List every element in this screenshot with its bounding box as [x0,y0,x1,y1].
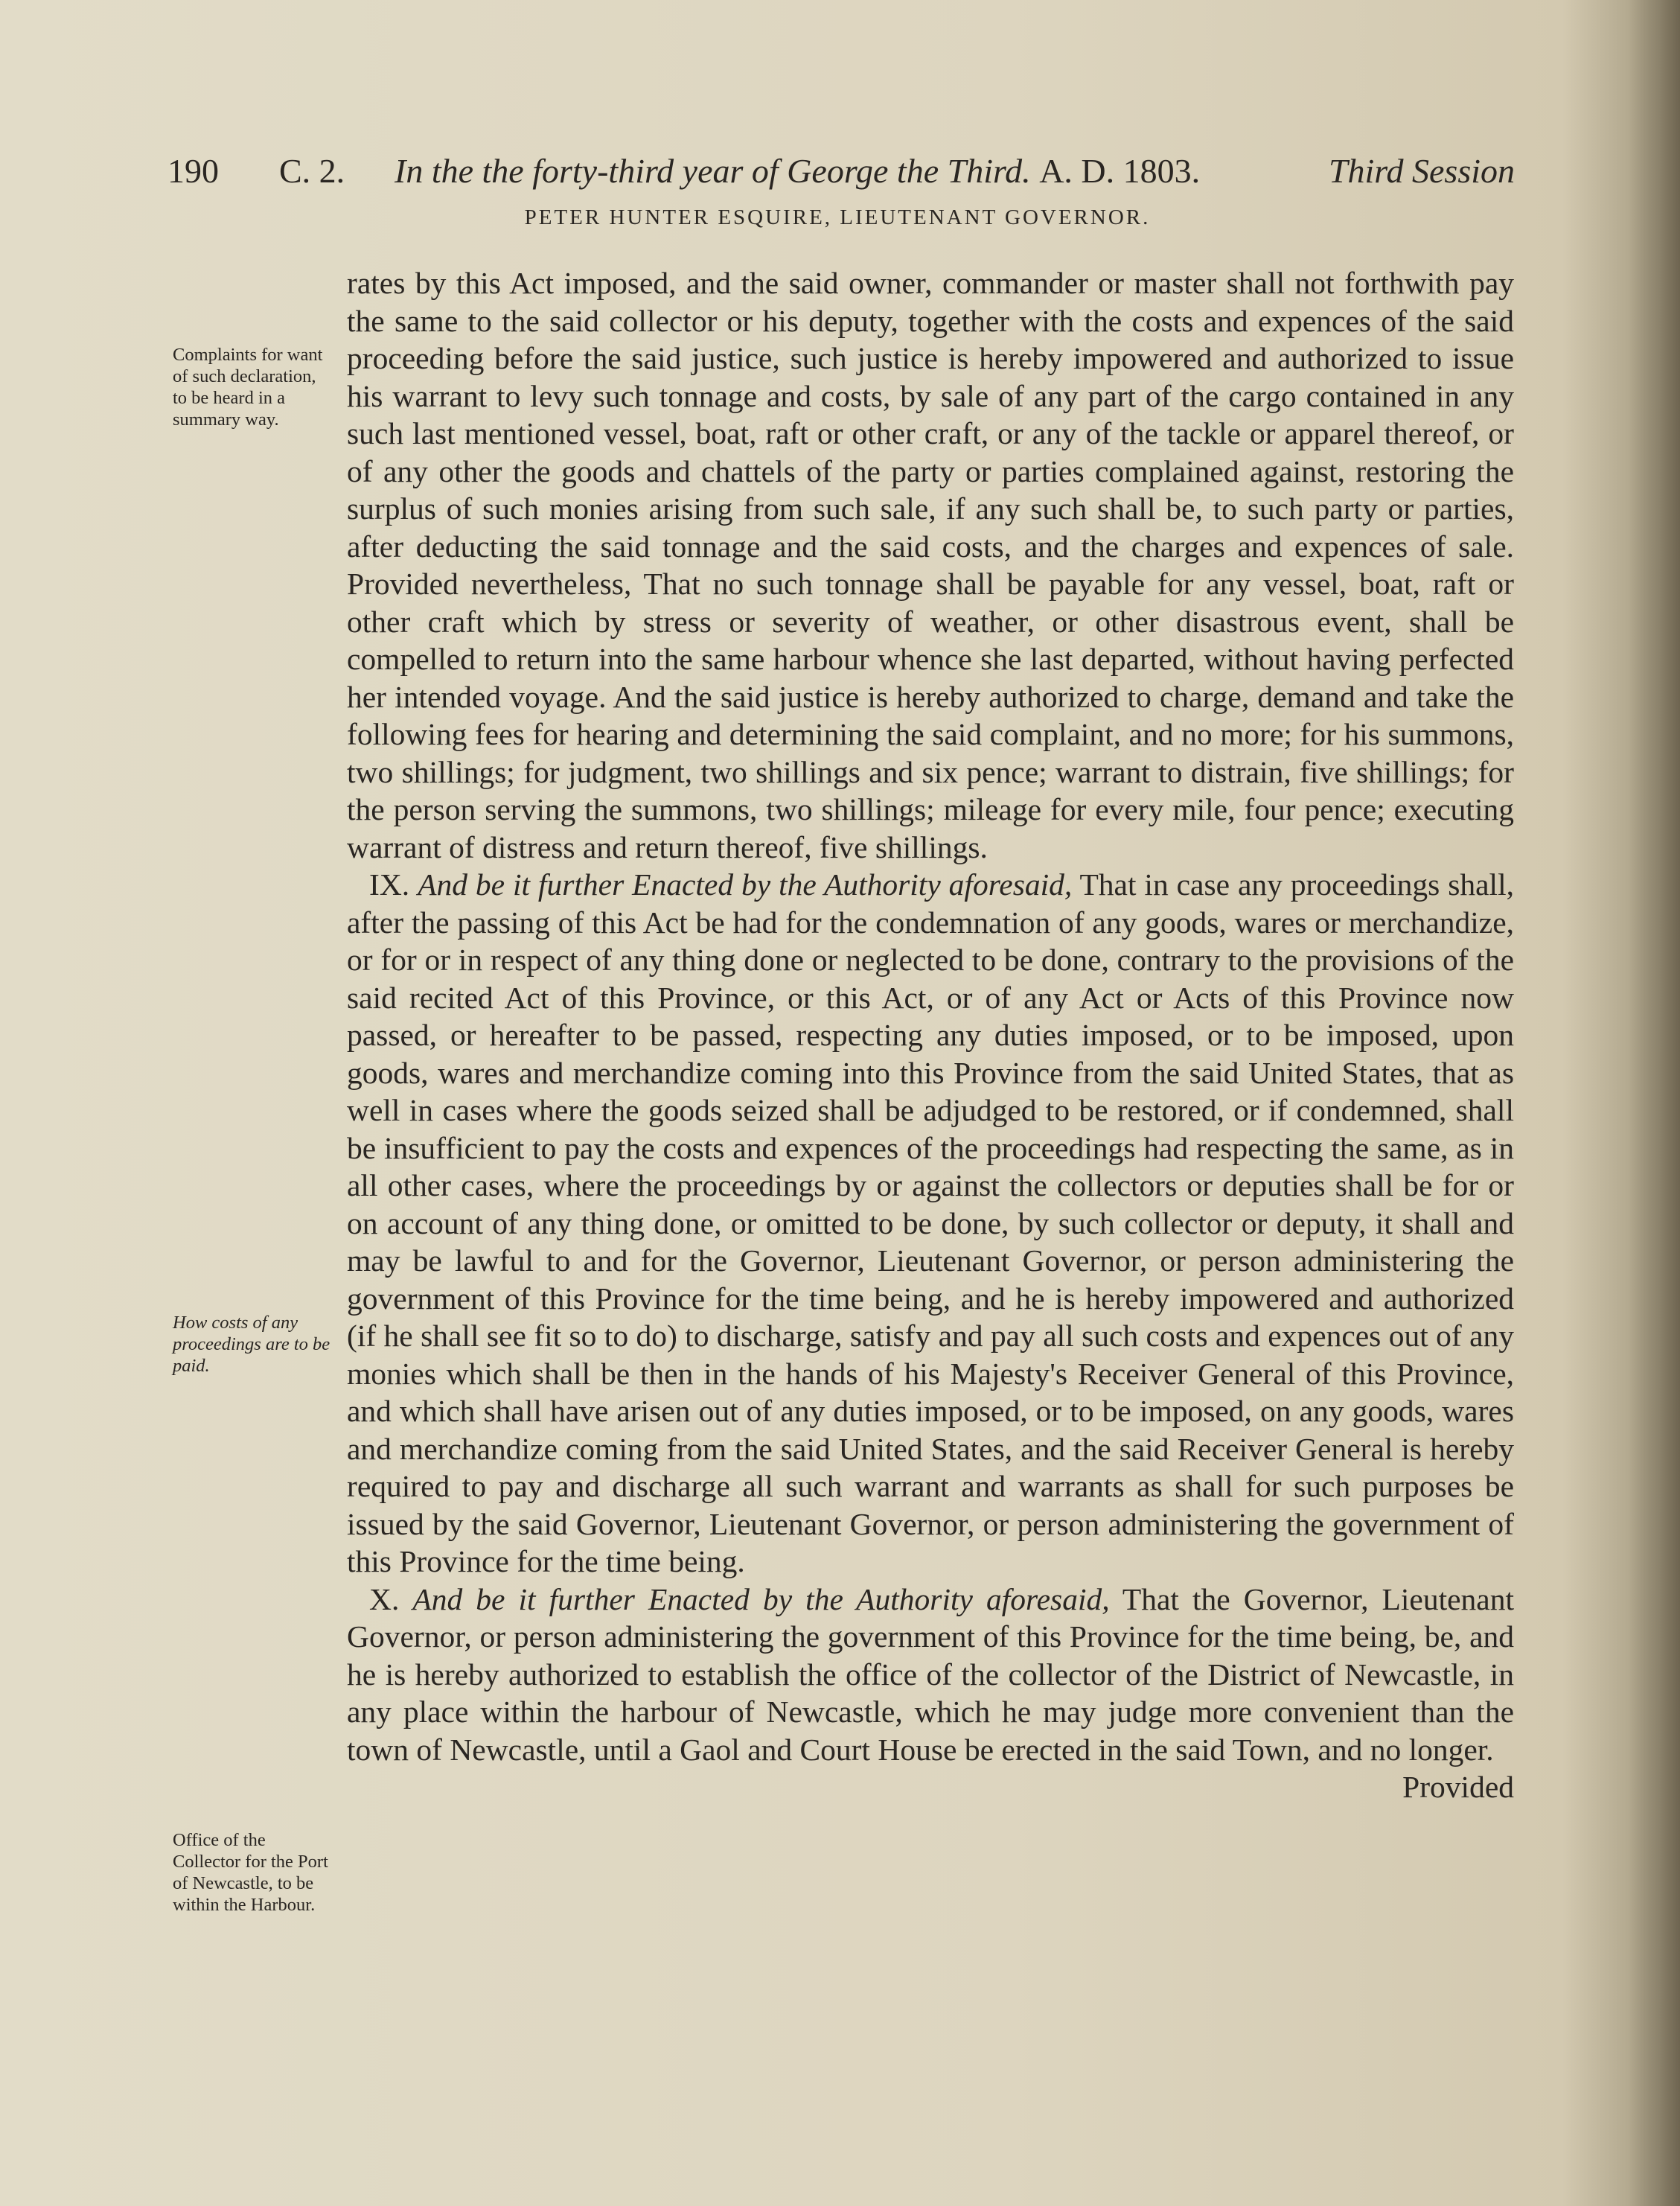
running-head [160,145,1515,197]
catchword: Provided [1402,1770,1514,1804]
margin-note-costs: How costs of any proceedings are to be paid. [173,1313,330,1376]
section-ix-numeral: IX. [369,867,410,902]
margin-note-complaints: Complaints for want of such declaration, to be heard in a summary way. [173,345,323,430]
continuation-paragraph: rates by this Act imposed, and the said owner, commander or master shall not forthwith pay the same to the said collector or his deputy, together with the costs and expences of the said proceeding before the said justice, such justice is hereby impowered and authorized to issue his warrant to levy such tonnage and costs, by sale of any part of the cargo contained in any such last mentioned vessel, boat, raft or other craft, or any of the tackle or apparel thereof, or of any other the goods and chattels of the party or parties complained against, restoring the surplus of such monies arising from such sale, if any such shall be, to such party or parties, after deducting the said tonnage and the said costs, and the charges and expences of sale. Provided nevertheless, That no such tonnage shall be payable for any vessel, boat, raft or other craft which by stress or severity of weather, or other disastrous event, shall be compelled to return into the same harbour whence she last departed, without having perfected her intended voyage. And the said justice is hereby authorized to charge, demand and take the following fees for hearing and determining the said complaint, and no more; for his summons, two shillings; for judgment, two shillings and six pence; warrant to distrain, five shillings; for the person serving the summons, two shillings; mileage for every mile, four pence; executing warrant of distress and return thereof, five shillings. [347,266,1514,864]
section-ix-text: That in case any proceedings shall, after the passing of this Act be had for the condemnation of any goods, wares or merchandize, or for or in respect of any thing done or neglected to be done, contrary to the provisions of the said recited Act of this Province, or this Act, or of any Act or Acts of this Province now passed, or hereafter to be passed, respecting any duties imposed, or to be imposed, upon goods, wares and merchandize coming into this Province from the said United States, that as well in cases where the goods seized shall be adjudged to be restored, or if condemned, shall be insufficient to pay the costs and expences of the proceedings had respecting the same, as in all other cases, where the proceedings by or against the collectors or deputies shall be for or on account of any thing done, or omitted to be done, by such collector or deputy, it shall and may be lawful to and for the Governor, Lieutenant Governor, or person administering the government of this Province for the time being, and he is hereby impowered and authorized (if he shall see fit so to do) to discharge, satisfy and pay all such costs and expences out of any monies which shall be then in the hands of his Majesty's Receiver General of this Province, and which shall have arisen out of any duties imposed, or to be imposed, on any goods, wares and merchandize coming from the said United States, and the said Receiver General is hereby required to pay and discharge all such warrant and warrants as shall for such purposes be issued by the said Governor, Lieutenant Governor, or person administering the government of this Province for the time being. [347,867,1514,1578]
page-edge-shadow [1628,0,1680,2206]
section-x-enacting-clause: And be it further Enacted by the Authority aforesaid, [412,1581,1110,1616]
section-ix-paragraph [347,866,1514,1581]
governor-subheading: PETER HUNTER ESQUIRE, LIEUTENANT GOVERNOR. [524,205,1151,229]
section-ix-enacting-clause: And be it further Enacted by the Authority aforesaid, [418,867,1073,902]
chapter-number: C. 2. [279,152,345,190]
section-x-paragraph [347,1581,1514,1769]
reign-title: In the the forty-third year of George the Third. [395,152,1031,190]
section-x-text: That the Governor, Lieutenant Governor, or person administering the government of this Province for the time being, be, and he is hereby authorized to establish the office of the collector of the District of Newcastle, in any place within the harbour of Newcastle, which he may judge more convenient than the town of Newcastle, until a Gaol and Court House be erected in the said Town, and no longer. [347,1581,1514,1767]
page-number: 190 [167,152,219,190]
section-x-numeral: X. [369,1581,400,1616]
running-title [395,145,1200,197]
session-label: Third Session [1328,152,1515,190]
year-label: A. D. 1803. [1039,152,1201,190]
body-text [347,264,1514,1806]
margin-note-collector-office: Office of the Collector for the Port of Newcastle, to be within the Harbour. [173,1830,328,1915]
